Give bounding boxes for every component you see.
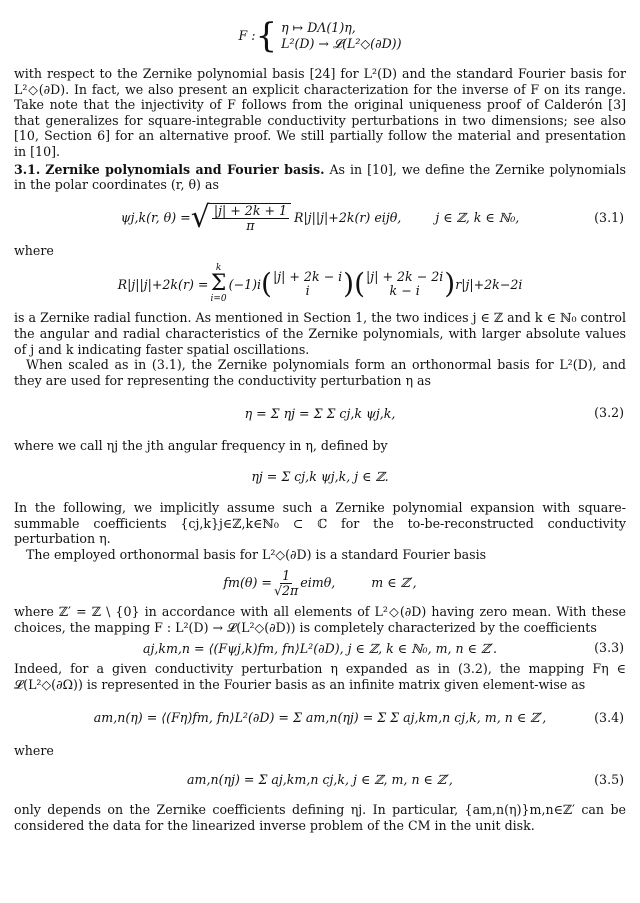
eqR-tail: r|j|+2k−2i (455, 276, 523, 292)
eqR-term: (−1)i (228, 276, 262, 292)
eqR-sum-bottom: i=0 (210, 294, 227, 305)
eq-f-rest: eimθ, (300, 575, 336, 591)
equation-eta-j (14, 454, 626, 500)
eqR-lhs: R|j||j|+2k(r) = (117, 276, 209, 292)
paragraph-orthonormal-basis: When scaled as in (3.1), the Zernike polynomials form an orthonormal basis for L²(D), and they are used for representing the conductivity perturbation η as (14, 357, 626, 388)
eq34-label: (3.4) (594, 709, 624, 725)
eq31-lhs: ψj,k(r, θ) = (120, 209, 191, 225)
paragraph-basis-intro: with respect to the Zernike polynomial basis [24] for L²(D) and the standard Fourier basis for L²◇(∂D). In fact, we also present an explicit characterization for the inverse of F on its range. Take note that the injectivity of F follows from the original uniqueness proof of Calderón [3] that generalizes for square-integrable conductivity perturbations in two dimensions; see also [10, Section 6] for an alternative proof. We still partially follow the material and presentation in [10]. (14, 66, 626, 159)
eq31-sqrt-num: |j| + 2k + 1 (213, 202, 288, 218)
paragraph-zero-mean: where ℤ′ = ℤ \ {0} in accordance with all elements of L²◇(∂D) having zero mean. With these choices, the mapping F : L²(D) → 𝓛(L²◇(∂D)) is completely characterized by the coefficients (14, 604, 626, 635)
eq33-body: aj,km,n = ⟨(Fψj,k)fm, fn⟩L²(∂D), j ∈ ℤ, k ∈ ℕ₀, m, n ∈ ℤ′. (142, 640, 498, 656)
paragraph-matrix-representation: Indeed, for a given conductivity perturbation η expanded as in (3.2), the mapping Fη ∈ 𝓛(L²◇(∂Ω)) is represented in the Fourier basis as an infinite matrix given element-wise as (14, 661, 626, 693)
equation-radial-function: R|j||j|+2k(r) = k Σ i=0 (−1)i ( |j| + 2k − i i ) ( |j| + 2k − 2i k − i ) r|j|+2k−2i (117, 263, 523, 305)
paper-page (14, 10, 626, 833)
where-label-1: where (14, 242, 54, 258)
eq-f-den: √2π (273, 582, 299, 598)
section-number: 3.1. (14, 161, 41, 177)
eq-F-line1: η ↦ DΛ(1)η, (281, 20, 356, 36)
eq-F-lhs: F : (238, 28, 256, 44)
paragraph-square-summable: In the following, we implicitly assume such a Zernike polynomial expansion with square-summable coefficients {cj,k}j∈ℤ,k∈ℕ₀ ⊂ ℂ for the to-be-reconstructed conductivity perturbation η. (14, 499, 626, 547)
paragraph-fourier-basis: The employed orthonormal basis for L²◇(∂D) is a standard Fourier basis (26, 546, 487, 562)
eq31-condition: j ∈ ℤ, k ∈ ℕ₀, (435, 209, 520, 225)
eq35-label: (3.5) (594, 772, 624, 788)
section-text: As in [10], we define the Zernike polynomials in the polar coordinates (r, θ) as (14, 161, 626, 193)
eqR-binom2-bottom: k − i (389, 283, 420, 299)
eqR-binom2-top: |j| + 2k − 2i (366, 269, 444, 285)
equation-3-1: ψj,k(r, θ) = √ $\frac{|j| + 2k + 1}{\pi}$ R|j||j|+2k(r) eijθ, j ∈ ℤ, k ∈ ℕ₀, (3.1) (120, 199, 624, 235)
equation-3-3 (14, 635, 626, 661)
where-label-2: where (14, 742, 54, 758)
eq-F-line2: L²(D) → 𝓛(L²◇(∂D)) (281, 36, 402, 51)
paragraph-angular-frequency: where we call ηj the jth angular frequency in η, defined by (14, 438, 388, 454)
eq32-body: η = Σ ηj = Σ Σ cj,k ψj,k, (244, 405, 396, 421)
equation-fourier-basis (14, 562, 626, 604)
equation-3-2 (14, 388, 626, 438)
eq32-label: (3.2) (594, 405, 624, 421)
section-3-1 (14, 162, 626, 193)
eq-f-condition: m ∈ ℤ′, (371, 575, 417, 591)
eq31-sqrt-den: π (246, 217, 255, 233)
paragraph-linearized-data: only depends on the Zernike coefficients defining ηj. In particular, {am,n(η)}m,n∈ℤ′ can be considered the data for the linearized inverse problem of the CM in the unit disk. (14, 802, 626, 833)
eq35-body: am,n(ηj) = Σ aj,km,n cj,k, j ∈ ℤ, m, n ∈ ℤ′, (187, 772, 453, 788)
eq-eta-body: ηj = Σ cj,k ψj,k, j ∈ ℤ. (251, 469, 389, 485)
eq34-body: am,n(η) = ⟨(Fη)fm, fn⟩L²(∂D) = Σ am,n(ηj) = Σ Σ aj,km,n cj,k, m, n ∈ ℤ′, (93, 709, 547, 725)
equation-F-definition: F : { η ↦ DΛ(1)η, L²(D) → 𝓛(L²◇(∂D)) (238, 16, 402, 56)
equation-3-5 (14, 758, 626, 802)
eqR-binom1-bottom: i (305, 283, 310, 299)
eq33-label: (3.3) (594, 640, 624, 656)
eq-f-lhs: fm(θ) = (223, 575, 272, 591)
eq31-label: (3.1) (594, 209, 624, 225)
eq31-rest: R|j||j|+2k(r) eijθ, (294, 209, 402, 225)
paragraph-radial-description: is a Zernike radial function. As mentioned in Section 1, the two indices j ∈ ℤ and k ∈ ℕ₀ control the angular and radial characteristics of the Zernike polynomials, with larger absolute values of j and k indicating faster spatial oscillations. (14, 310, 626, 357)
eqR-sum-top: k (215, 263, 222, 274)
eq-f-num: 1 (282, 567, 291, 583)
eqR-binom1-top: |j| + 2k − i (272, 269, 343, 285)
section-title: Zernike polynomials and Fourier basis. (45, 161, 325, 177)
equation-3-4 (14, 693, 626, 743)
